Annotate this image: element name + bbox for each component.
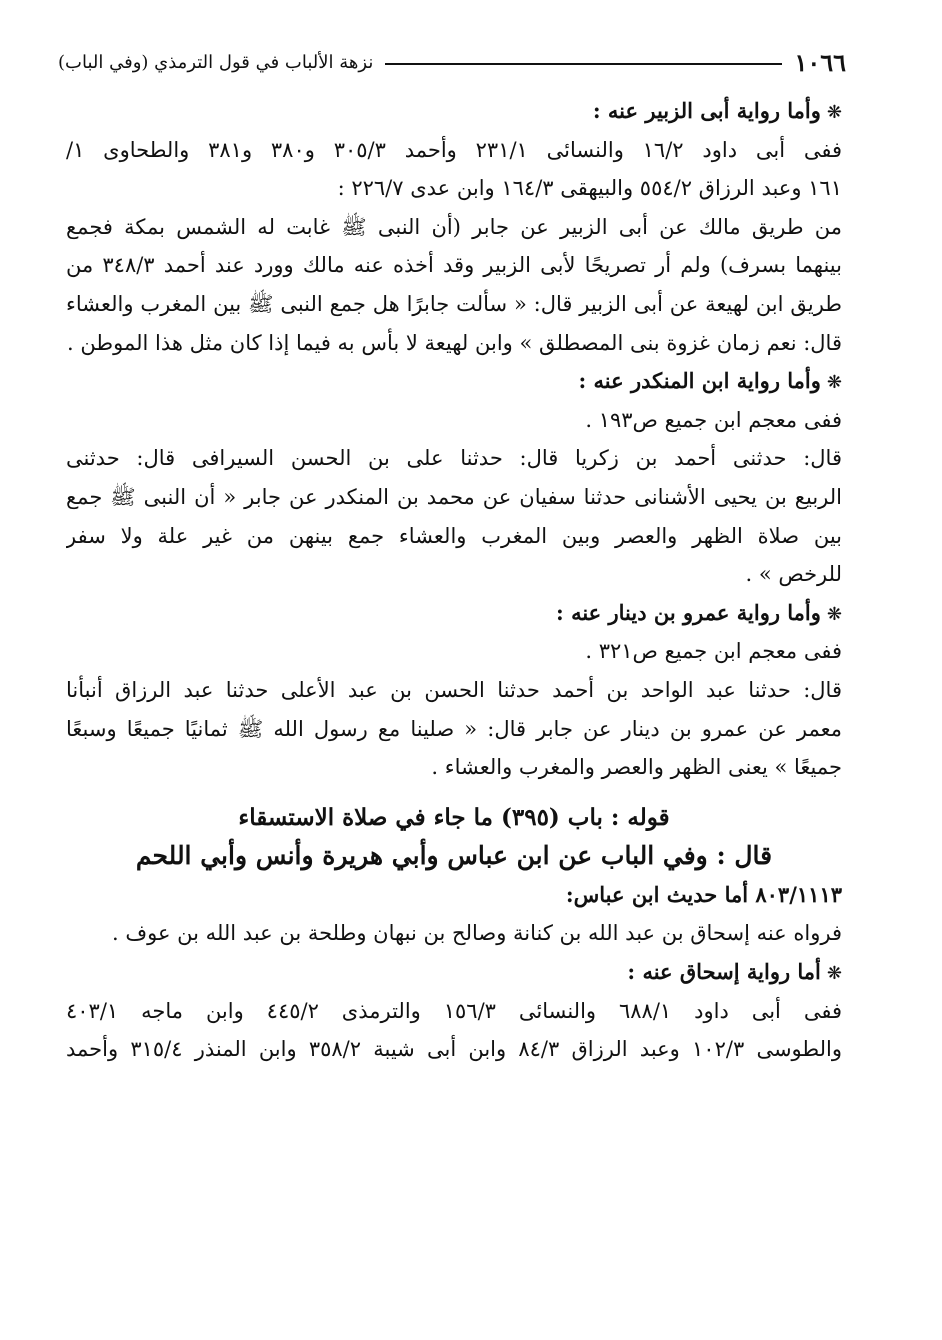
running-title: نزهة الألباب في قول الترمذي (وفي الباب) bbox=[58, 51, 374, 73]
text-line: للرخص » . bbox=[745, 562, 842, 587]
text-line: من طريق مالك عن أبى الزبير عن جابر (أن النبى ﷺ غابت له الشمس بمكة فجمع bbox=[66, 214, 842, 239]
text-line: ففى أبى داود ١٦/٢ والنسائى ٢٣١/١ وأحمد ٣٠٥/٣ و٣٨٠ و٣٨١ والطحاوى ١/ bbox=[66, 137, 842, 162]
spacer bbox=[66, 787, 842, 799]
text-line: بينهما بسرف) ولم أر تصريحًا لأبى الزبير وقد أخذه عنه مالك وورد عند أحمد ٣٤٨/٣ من bbox=[66, 253, 842, 278]
text-line: معمر عن عمرو بن دينار عن جابر قال: « صلينا مع رسول الله ﷺ ثمانيًا جميعًا وسبعًا bbox=[66, 716, 842, 741]
text-line: جميعًا » يعنى الظهر والعصر والمغرب والعشاء . bbox=[431, 755, 842, 780]
hadith-heading: ٨٠٣/١١١٣ أما حديث ابن عباس: bbox=[565, 881, 842, 907]
text-line: قال: حدثنا عبد الواحد بن أحمد حدثنا الحسن بن عبد الأعلى حدثنا عبد الرزاق أنبأنا bbox=[66, 677, 842, 702]
text-line: فرواه عنه إسحاق بن عبد الله بن كنانة وصالح بن نبهان وطلحة بن عبد الله بن عوف . bbox=[112, 921, 842, 946]
chapter-quote: قال : وفي الباب عن ابن عباس وأبي هريرة وأنس وأبي اللحم bbox=[135, 841, 773, 871]
text-line: قال: نعم زمان غزوة بنى المصطلق » وابن لهيعة لا بأس به فيما إذا كان مثل هذا الموطن . bbox=[67, 330, 842, 355]
text-line: والطوسى ١٠٢/٣ وعبد الرزاق ٨٤/٣ وابن أبى شيبة ٣٥٨/٢ وابن المنذر ٣١٥/٤ وأحمد bbox=[66, 1037, 842, 1062]
text-line: طريق ابن لهيعة عن أبى الزبير قال: « سألت جابرًا هل جمع النبى ﷺ بين المغرب والعشاء bbox=[66, 291, 842, 316]
header-rule bbox=[385, 63, 782, 65]
text-line: ففى معجم ابن جميع ص٣٢١ . bbox=[585, 639, 842, 664]
text-line: ففى أبى داود ٦٨٨/١ والنسائى ١٥٦/٣ والترمذى ٤٤٥/٢ وابن ماجه ٤٠٣/١ bbox=[66, 998, 842, 1023]
bullet-icon: ❋ bbox=[826, 372, 842, 394]
section-heading-ishaq: ❋أما رواية إسحاق عنه : bbox=[627, 959, 842, 985]
section-heading-abu-zubayr: ❋وأما رواية أبى الزبير عنه : bbox=[592, 98, 842, 123]
page-body bbox=[66, 92, 842, 1069]
page-header bbox=[58, 42, 846, 82]
text-line: الربيع بن يحيى الأشنانى حدثنا سفيان عن محمد بن المنكدر عن جابر « أن النبى ﷺ جمع bbox=[66, 484, 842, 509]
text-line: ١٦١ وعبد الرزاق ٥٥٤/٢ والبيهقى ١٦٤/٣ وابن عدى ٢٢٦/٧ : bbox=[337, 176, 842, 201]
text-line: ففى معجم ابن جميع ص١٩٣ . bbox=[585, 407, 842, 432]
bullet-icon: ❋ bbox=[826, 603, 842, 625]
chapter-title: قوله : باب (٣٩٥) ما جاء في صلاة الاستسقاء bbox=[238, 803, 670, 831]
section-heading-ibn-munkadir: ❋وأما رواية ابن المنكدر عنه : bbox=[578, 368, 842, 394]
text-line: بين صلاة الظهر والعصر وبين المغرب والعشاء جمع بينهن من غير علة ولا سفر bbox=[66, 523, 842, 548]
bullet-icon: ❋ bbox=[826, 102, 842, 123]
text-line: قال: حدثنى أحمد بن زكريا قال: حدثنا على بن الحسن السيرافى قال: حدثنى bbox=[66, 446, 842, 471]
page-number: ١٠٦٦ bbox=[794, 47, 846, 77]
section-heading-amr-dinar: ❋وأما رواية عمرو بن دينار عنه : bbox=[556, 599, 842, 625]
bullet-icon: ❋ bbox=[826, 963, 842, 985]
